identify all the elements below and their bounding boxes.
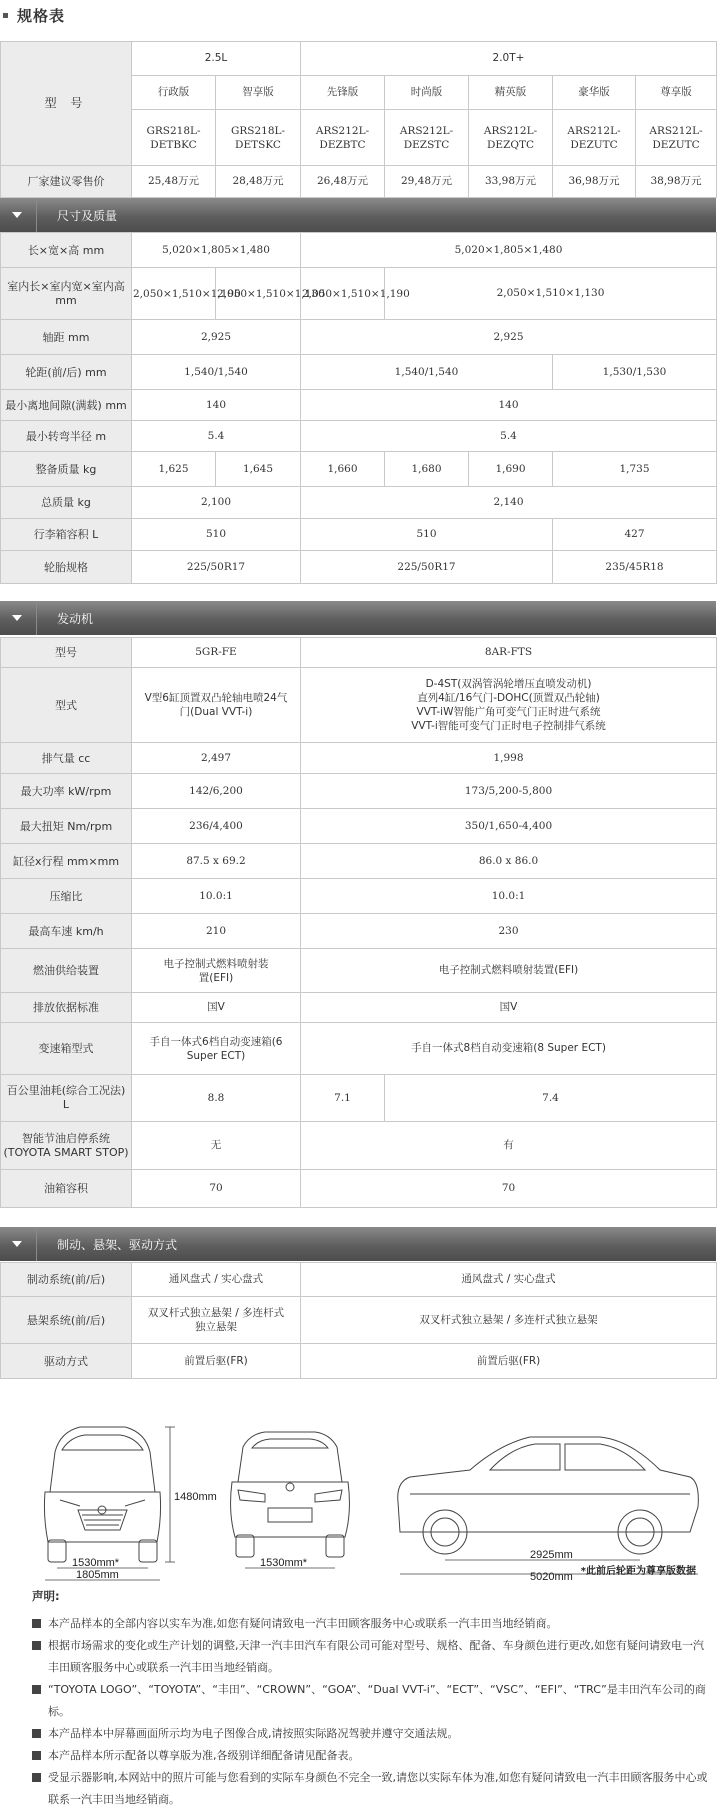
row-label: 最小离地间隙(满载) mm <box>1 390 132 421</box>
row-label: 型号 <box>1 638 132 668</box>
model-code: ARS212L-DEZSTC <box>385 110 469 166</box>
front-view-drawing <box>44 1427 160 1562</box>
row-label: 最大扭矩 Nm/rpm <box>1 809 132 844</box>
spec-cell: 225/50R17 <box>301 551 553 584</box>
spec-cell: 5,020×1,805×1,480 <box>132 233 301 268</box>
spec-line: VVT-i智能可变气门正时电子控制排气系统 <box>411 720 606 732</box>
model-code: GRS218L-DETBKC <box>132 110 216 166</box>
row-label: 排气量 cc <box>1 743 132 774</box>
spec-cell: 173/5,200-5,800 <box>301 774 717 809</box>
price-cell: 33,98万元 <box>469 166 553 198</box>
spec-cell: 235/45R18 <box>553 551 717 584</box>
spec-cell: 5.4 <box>301 421 717 452</box>
spec-cell: 236/4,400 <box>132 809 301 844</box>
spec-cell: 双叉杆式独立悬架 / 多连杆式独立悬架 <box>301 1297 717 1344</box>
row-label: 燃油供给装置 <box>1 949 132 993</box>
spec-cell: 2,140 <box>301 487 717 519</box>
spec-cell: 1,660 <box>301 452 385 487</box>
spec-cell: 510 <box>132 519 301 551</box>
trim-name: 尊享版 <box>636 76 717 110</box>
bullet-square-icon <box>32 1641 41 1650</box>
trim-name: 豪华版 <box>553 76 636 110</box>
spec-cell: 10.0:1 <box>132 879 301 914</box>
spec-cell: 2,497 <box>132 743 301 774</box>
note-item: “TOYOTA LOGO”、“TOYOTA”、“丰田”、“CROWN”、“GOA”、“Dual VVT-i”、“ECT”、“VSC”、“EFI”、“TRC”是丰田汽车公司的商标。 <box>14 1679 714 1723</box>
spec-cell: 2,050×1,510×1,130 <box>385 268 717 320</box>
row-label: 缸径x行程 mm×mm <box>1 844 132 879</box>
row-label: 智能节油启停系统(TOYOTA SMART STOP) <box>1 1122 132 1170</box>
price-cell: 29,48万元 <box>385 166 469 198</box>
price-label: 厂家建议零售价 <box>1 166 132 198</box>
dimensions-table <box>0 232 717 584</box>
title-bar <box>0 0 716 30</box>
row-label: 轮胎规格 <box>1 551 132 584</box>
spec-cell: 前置后驱(FR) <box>301 1344 717 1379</box>
spec-cell: 1,998 <box>301 743 717 774</box>
bullet-square-icon <box>32 1619 41 1628</box>
spec-cell: 140 <box>132 390 301 421</box>
spec-cell: 140 <box>301 390 717 421</box>
price-cell: 38,98万元 <box>636 166 717 198</box>
bullet-square-icon <box>32 1685 41 1694</box>
rear-track-label: 1530mm* <box>260 1557 308 1569</box>
row-label: 轴距 mm <box>1 320 132 355</box>
front-track-label: 1530mm* <box>72 1557 120 1569</box>
row-label: 最小转弯半径 m <box>1 421 132 452</box>
spec-cell: 1,735 <box>553 452 717 487</box>
row-label: 最大功率 kW/rpm <box>1 774 132 809</box>
bullet-square-icon <box>32 1751 41 1760</box>
section-header-chassis[interactable] <box>0 1227 716 1261</box>
note-item: 本产品样本中屏幕画面所示均为电子图像合成,请按照实际路况驾驶并遵守交通法规。 <box>14 1723 714 1745</box>
bullet-square-icon <box>32 1773 41 1782</box>
row-label: 百公里油耗(综合工况法) L <box>1 1075 132 1122</box>
spec-cell: 有 <box>301 1122 717 1170</box>
spec-cell: V型6缸顶置双凸轮轴电喷24气门(Dual VVT-i) <box>132 668 301 743</box>
notes-heading: 声明: <box>32 1589 60 1603</box>
model-code: ARS212L-DEZUTC <box>636 110 717 166</box>
spec-cell: 1,625 <box>132 452 216 487</box>
spec-cell: 10.0:1 <box>301 879 717 914</box>
disclaimer-notes <box>14 1588 714 1811</box>
section-header-engine[interactable] <box>0 601 716 635</box>
row-label: 变速箱型式 <box>1 1023 132 1075</box>
spec-cell: 7.1 <box>301 1075 385 1122</box>
row-label: 压缩比 <box>1 879 132 914</box>
note-item: 本产品样本的全部内容以实车为准,如您有疑问请致电一汽丰田顾客服务中心或联系一汽丰田当地经销商。 <box>14 1613 714 1635</box>
price-cell: 26,48万元 <box>301 166 385 198</box>
header-table <box>0 41 717 198</box>
trim-name: 行政版 <box>132 76 216 110</box>
spec-cell: 1,530/1,530 <box>553 355 717 390</box>
trim-name: 先锋版 <box>301 76 385 110</box>
spec-cell: 1,680 <box>385 452 469 487</box>
spec-cell: 2,050×1,510×1,190 <box>301 268 385 320</box>
section-header-dimensions[interactable] <box>0 198 716 232</box>
row-label: 型式 <box>1 668 132 743</box>
row-label: 排放依据标准 <box>1 993 132 1023</box>
trim-name: 智享版 <box>216 76 301 110</box>
spec-cell: 国Ⅴ <box>301 993 717 1023</box>
spec-cell: 2,050×1,510×1,130 <box>216 268 301 320</box>
model-code: GRS218L-DETSKC <box>216 110 301 166</box>
spec-cell: 5.4 <box>132 421 301 452</box>
spec-cell: 230 <box>301 914 717 949</box>
wheelbase-label: 2925mm <box>530 1549 573 1561</box>
price-cell: 25,48万元 <box>132 166 216 198</box>
collapse-triangle-icon[interactable] <box>12 1241 22 1247</box>
spec-line: 直列4缸/16气门-DOHC(顶置双凸轮轴) <box>417 692 600 704</box>
row-label: 悬架系统(前/后) <box>1 1297 132 1344</box>
spec-cell: 无 <box>132 1122 301 1170</box>
row-label: 驱动方式 <box>1 1344 132 1379</box>
spec-cell: 电子控制式燃料喷射装置(EFI) <box>301 949 717 993</box>
spec-line: VVT-iW智能广角可变气门正时进气系统 <box>416 706 601 718</box>
spec-cell: 2,925 <box>301 320 717 355</box>
model-code: ARS212L-DEZBTC <box>301 110 385 166</box>
section-title: 尺寸及质量 <box>57 208 118 223</box>
group-2-5l: 2.5L <box>132 42 301 76</box>
page-title: 规格表 <box>17 6 66 25</box>
row-label: 行李箱容积 L <box>1 519 132 551</box>
chassis-table <box>0 1262 717 1379</box>
row-label: 轮距(前/后) mm <box>1 355 132 390</box>
spec-cell: 7.4 <box>385 1075 717 1122</box>
spec-cell: 427 <box>553 519 717 551</box>
collapse-triangle-icon[interactable] <box>12 212 22 218</box>
section-title: 制动、悬架、驱动方式 <box>57 1237 178 1252</box>
spec-cell: 国Ⅴ <box>132 993 301 1023</box>
length-label: 5020mm <box>530 1571 573 1583</box>
spec-cell: 通风盘式 / 实心盘式 <box>132 1263 301 1297</box>
model-code: ARS212L-DEZQTC <box>469 110 553 166</box>
engine-table <box>0 637 717 1208</box>
spec-cell: 8AR-FTS <box>301 638 717 668</box>
note-item: 根据市场需求的变化或生产计划的调整,天津一汽丰田汽车有限公司可能对型号、规格、配备、车身颜色进行更改,如您有疑问请致电一汽丰田顾客服务中心或联系一汽丰田当地经销商。 <box>14 1635 714 1679</box>
bullet-square-icon <box>32 1729 41 1738</box>
spec-cell: 5GR-FE <box>132 638 301 668</box>
row-label: 制动系统(前/后) <box>1 1263 132 1297</box>
row-label: 总质量 kg <box>1 487 132 519</box>
row-label: 油箱容积 <box>1 1170 132 1208</box>
spec-cell: 70 <box>301 1170 717 1208</box>
section-title: 发动机 <box>57 611 94 626</box>
spec-cell: 2,100 <box>132 487 301 519</box>
spec-cell: 87.5 x 69.2 <box>132 844 301 879</box>
title-bullet-icon <box>3 13 8 18</box>
spec-cell: 70 <box>132 1170 301 1208</box>
note-item: 本产品样本所示配备以尊享版为准,各级别详细配备请见配备表。 <box>14 1745 714 1767</box>
side-view-drawing <box>398 1437 699 1554</box>
trim-name: 时尚版 <box>385 76 469 110</box>
trim-name: 精英版 <box>469 76 553 110</box>
group-2-0t: 2.0T+ <box>301 42 717 76</box>
row-label: 整备质量 kg <box>1 452 132 487</box>
spec-cell: 8.8 <box>132 1075 301 1122</box>
spec-cell: 1,540/1,540 <box>132 355 301 390</box>
spec-cell: 86.0 x 86.0 <box>301 844 717 879</box>
spec-cell: 142/6,200 <box>132 774 301 809</box>
spec-cell: 2,925 <box>132 320 301 355</box>
price-cell: 36,98万元 <box>553 166 636 198</box>
spec-cell: 手自一体式6档自动变速箱(6 Super ECT) <box>132 1023 301 1075</box>
spec-cell: 2,050×1,510×1,190 <box>132 268 216 320</box>
spec-cell: 1,645 <box>216 452 301 487</box>
spec-cell: 350/1,650-4,400 <box>301 809 717 844</box>
spec-cell: 电子控制式燃料喷射装置(EFI) <box>132 949 301 993</box>
collapse-triangle-icon[interactable] <box>12 615 22 621</box>
price-cell: 28,48万元 <box>216 166 301 198</box>
model-label: 型 号 <box>1 42 132 166</box>
spec-cell: 210 <box>132 914 301 949</box>
dimension-diagram <box>0 1382 716 1582</box>
spec-cell: 225/50R17 <box>132 551 301 584</box>
model-code: ARS212L-DEZUTC <box>553 110 636 166</box>
spec-cell: 双叉杆式独立悬架 / 多连杆式独立悬架 <box>132 1297 301 1344</box>
spec-cell: 510 <box>301 519 553 551</box>
row-label: 最高车速 km/h <box>1 914 132 949</box>
footnote: *此前后轮距为尊享版数据 <box>580 1566 696 1577</box>
spec-cell: 5,020×1,805×1,480 <box>301 233 717 268</box>
row-label: 室内长×室内宽×室内高 mm <box>1 268 132 320</box>
note-item: 受显示器影响,本网站中的照片可能与您看到的实际车身颜色不完全一致,请您以实际车体为准,如您有疑问请致电一汽丰田顾客服务中心或联系一汽丰田当地经销商。 <box>14 1767 714 1811</box>
spec-line: D-4ST(双涡管涡轮增压直喷发动机) <box>425 678 592 690</box>
spec-cell: 手自一体式8档自动变速箱(8 Super ECT) <box>301 1023 717 1075</box>
height-label: 1480mm <box>174 1491 217 1503</box>
spec-cell: 通风盘式 / 实心盘式 <box>301 1263 717 1297</box>
row-label: 长×宽×高 mm <box>1 233 132 268</box>
spec-cell: 前置后驱(FR) <box>132 1344 301 1379</box>
engine-type-cell <box>301 668 717 743</box>
spec-cell: 1,540/1,540 <box>301 355 553 390</box>
spec-cell: 1,690 <box>469 452 553 487</box>
rear-view-drawing <box>231 1432 350 1557</box>
width-label: 1805mm <box>76 1569 119 1581</box>
